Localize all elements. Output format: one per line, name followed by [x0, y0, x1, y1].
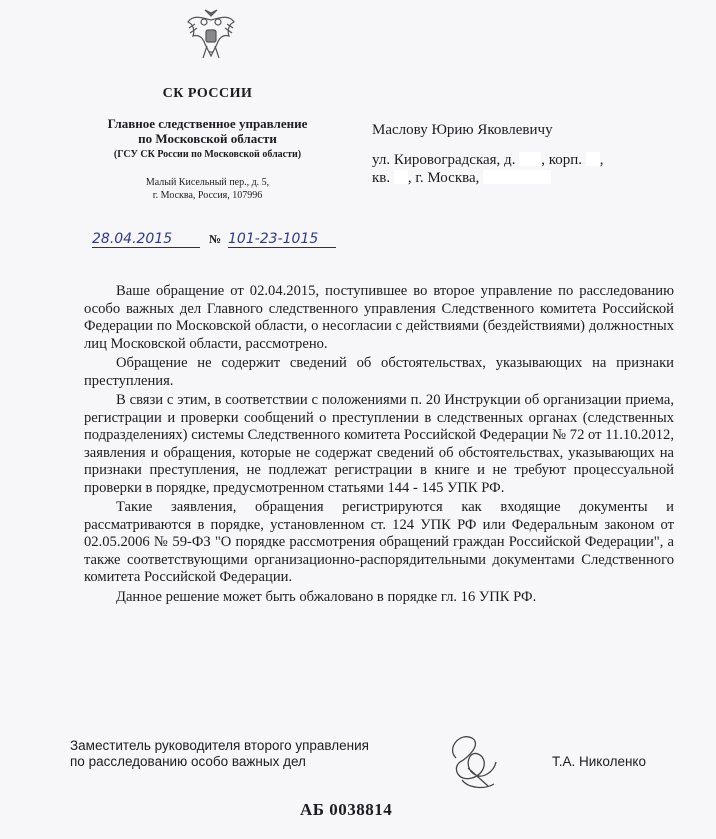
redaction-box	[483, 170, 551, 184]
paragraph: Обращение не содержит сведений об обстоятельствах, указывающих на признаки преступления.	[84, 355, 674, 389]
coat-of-arms-icon	[185, 6, 237, 64]
signer-position: Заместитель руководителя второго управления по расследованию особо важных дел	[70, 738, 369, 769]
number-sign: №	[209, 232, 222, 246]
registration-number: 101-23-1015	[228, 231, 336, 248]
recipient-name: Маслову Юрию Яковлевичу	[372, 122, 553, 138]
form-serial-number: АБ 0038814	[300, 800, 393, 819]
paragraph: В связи с этим, в соответствии с положениями п. 20 Инструкции об организации приема, регистрации и проверки сообщений о преступлении в следственных органах (следственных подразделениях) системы Следственного комитета Российской Федерации № 72 от 11.10.2012, заявления и обращения, которые не содержат сведений об обстоятельствах, указывающих на признаки преступления, не подлежат регистрации в книге и не требуют процессуальной проверки в порядке, предусмотренном статьями 144 - 145 УПК РФ.	[84, 392, 674, 496]
redaction-box	[394, 170, 408, 184]
paragraph: Данное решение может быть обжаловано в порядке гл. 16 УПК РФ.	[116, 588, 537, 605]
recipient-address: ул. Кировоградская, д. , корп. , кв. , г. Москва,	[372, 152, 604, 186]
paragraph: Такие заявления, обращения регистрируются как входящие документы и рассматриваются в порядке, установленном ст. 124 УПК РФ или Федеральным законом от 02.05.2006 № 59-ФЗ "О порядке рассмотрения обращений граждан Российской Федерации", а также соответствующими организационно-распорядительными документами Следственного комитета Российской Федерации.	[84, 499, 674, 585]
recipient-block	[372, 121, 692, 187]
agency-title: СК РОССИИ	[162, 86, 253, 101]
letter-body	[84, 283, 674, 606]
redaction-box	[519, 152, 541, 166]
sender-address: Малый Кисельный пер., д. 5, г. Москва, Россия, 107996	[145, 177, 270, 201]
registration-date: 28.04.2015	[92, 231, 200, 248]
sender-block	[80, 86, 335, 202]
department-abbreviation: (ГСУ СК России по Московской области)	[113, 149, 302, 160]
department-name: Главное следственное управление по Московской области	[107, 116, 308, 146]
signer-name: Т.А. Николенко	[552, 754, 646, 769]
redaction-box	[586, 152, 600, 166]
paragraph: Ваше обращение от 02.04.2015, поступившее во второе управление по расследованию особо важных дел Главного следственного управления Следственного комитета Российской Федерации по Московской области, о несогласии с действиями (бездействиями) должностных лиц Московской области, рассмотрено.	[84, 283, 674, 352]
handwritten-signature	[438, 728, 508, 796]
